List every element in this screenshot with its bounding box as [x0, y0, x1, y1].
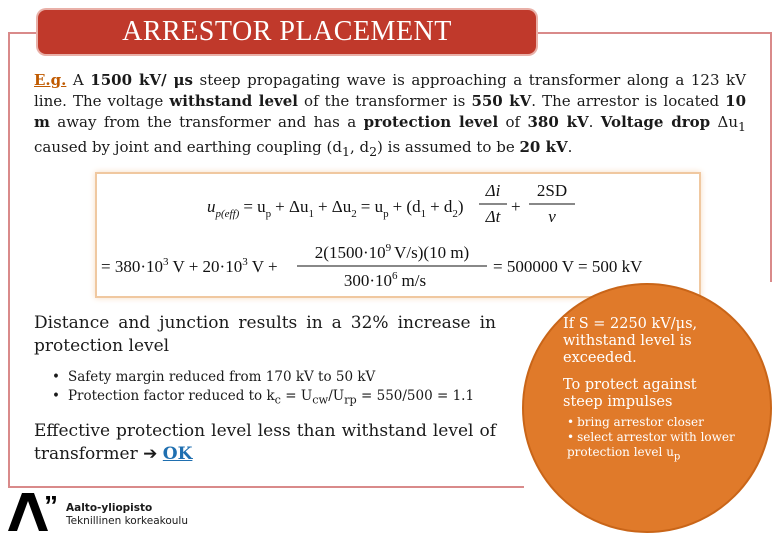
page-title: ARRESTOR PLACEMENT	[122, 16, 452, 47]
f-s1: 1	[308, 208, 314, 220]
frame-line-top-left	[8, 32, 38, 34]
bullet-list	[52, 368, 496, 410]
f2-c: V +	[251, 257, 278, 276]
intro-bold: 10 m	[34, 92, 747, 131]
formula-svg	[97, 174, 699, 296]
list-item	[567, 430, 738, 464]
f-eq2: = u	[360, 197, 384, 216]
formula-box	[95, 172, 701, 298]
list-item	[52, 368, 496, 387]
f-p: p	[265, 208, 272, 220]
left-column	[34, 312, 496, 466]
intro-text: ) is assumed to be	[377, 138, 520, 156]
bullet-text: = U	[280, 388, 313, 404]
frac1-den: Δt	[485, 207, 501, 226]
f3n-rest: V/s)(10 m)	[394, 243, 470, 262]
intro-text: .	[567, 138, 573, 156]
intro-paragraph	[34, 70, 746, 162]
frac2-den: v	[548, 207, 556, 226]
ok-label: OK	[162, 443, 193, 464]
conclusion-paragraph	[34, 420, 496, 466]
bullet-text: Safety margin reduced from 170 kV to 50 kV	[67, 369, 376, 385]
intro-text: away from the transformer and has a	[49, 113, 364, 131]
f2-b: V + 20·10	[172, 257, 243, 276]
circle-text-exceeded: If S = 2250 kV/μs, withstand level is exceeded.	[563, 316, 698, 366]
list-item	[52, 387, 496, 410]
f-lhs-sub: p(eff)	[215, 208, 240, 220]
intro-text: caused by joint and earthing coupling (d	[34, 138, 342, 156]
frac-plus: +	[511, 197, 521, 216]
svg-text:”: ”	[44, 493, 58, 521]
circle-bullet-text: bring arrestor closer	[577, 415, 704, 429]
f-s2: 2	[351, 208, 357, 220]
bullet-sub: rp	[344, 393, 357, 407]
intro-text: Δu	[710, 113, 739, 131]
list-item	[567, 415, 738, 430]
f3n-exp: 9	[385, 242, 392, 254]
f2-exp: 3	[163, 256, 169, 268]
f3d-rest: m/s	[401, 271, 427, 290]
frame-line-top-right	[536, 32, 772, 34]
f2-end: = 500000 V = 500 kV	[493, 257, 643, 276]
f2-a: = 380·10	[101, 257, 163, 276]
intro-bold: withstand level	[169, 92, 298, 110]
f2-exp2: 3	[242, 256, 248, 268]
f-p2: p	[383, 208, 389, 220]
intro-sub: 2	[369, 144, 378, 159]
university-name: Aalto-yliopisto	[66, 502, 153, 514]
f-lhs: u	[207, 197, 216, 216]
intro-text: of the transformer is	[298, 92, 472, 110]
circle-content	[563, 316, 738, 464]
conclusion-text: Effective protection level less than withstand level of transformer	[34, 420, 496, 464]
intro-sub: 1	[738, 119, 746, 134]
f-eq: = u	[243, 197, 266, 216]
frame-line-bottom	[8, 486, 524, 488]
circle-text-protect: To protect against steep impulses	[563, 377, 697, 410]
school-name: Teknillinen korkeakoulu	[66, 515, 189, 527]
intro-text: .	[588, 113, 601, 131]
logo-text	[66, 502, 188, 528]
f-du2: + Δu	[317, 197, 352, 216]
intro-bold: 1500 kV/ μs	[90, 71, 193, 89]
bullet-text: = 550/500 = 1.1	[356, 388, 475, 404]
title-banner	[38, 10, 536, 54]
intro-bold: 20 kV	[519, 138, 568, 156]
eg-label: E.g.	[34, 71, 67, 89]
f-du1: + Δu	[275, 197, 309, 216]
frac1-num: Δi	[485, 181, 501, 200]
formula-line1	[207, 197, 464, 220]
bullet-text: Protection factor reduced to k	[67, 388, 275, 404]
increase-paragraph: Distance and junction results in a 32% increase in protection level	[34, 313, 496, 356]
frame-line-left	[8, 32, 10, 487]
frame-line-right	[770, 32, 772, 282]
intro-text: A	[66, 71, 91, 89]
circle-bullets	[567, 415, 738, 464]
intro-bold: Voltage drop	[600, 113, 711, 131]
intro-bold: 380 kV	[527, 113, 589, 131]
intro-text: of	[498, 113, 528, 131]
aalto-logo-icon	[8, 493, 62, 531]
frac3-num	[315, 242, 469, 262]
bullet-sub: cw	[312, 393, 329, 407]
circle-bullet-sub: p	[673, 451, 681, 463]
intro-sub: 1	[341, 144, 350, 159]
intro-text: , d	[349, 138, 370, 156]
f3n: 2(1500·10	[314, 243, 386, 262]
intro-text: . The arrestor is located	[531, 92, 726, 110]
intro-bold: 550 kV	[471, 92, 532, 110]
intro-text: steep propagating wave is approaching a transformer along a 123 kV line. The voltage	[34, 71, 746, 110]
f-d1: 1	[420, 208, 427, 220]
f3d-exp: 6	[392, 270, 398, 282]
frac2-num: 2SD	[536, 181, 568, 200]
intro-bold: protection level	[363, 113, 499, 131]
arrow-right-icon: ➔	[143, 443, 158, 464]
bullet-sub: c	[274, 393, 281, 407]
f-paren: + (d	[392, 197, 421, 216]
f-d2: 2	[452, 208, 458, 220]
f-paren2: + d	[430, 197, 453, 216]
frac3-den	[344, 270, 426, 290]
formula-line2	[101, 256, 278, 276]
f3d: 300·10	[343, 271, 393, 290]
bullet-text: /U	[328, 388, 345, 404]
circle-bullet-text: select arrestor with lower protection level u	[567, 430, 735, 459]
f-close: )	[457, 197, 464, 216]
